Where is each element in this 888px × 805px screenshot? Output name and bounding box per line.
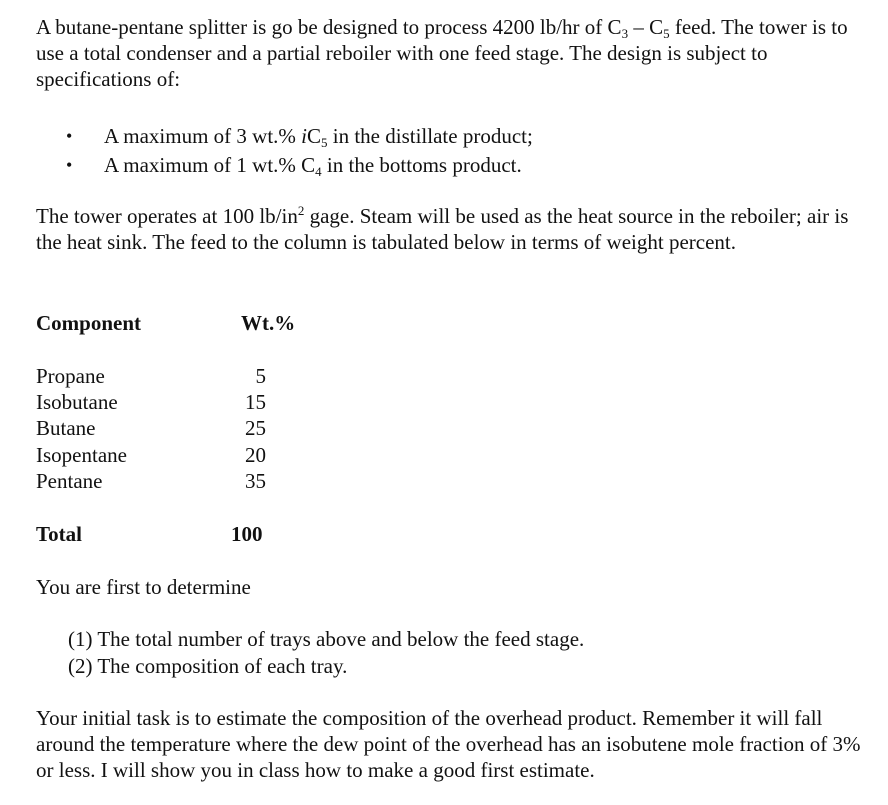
list-item: (1) The total number of trays above and below the feed stage. [68, 627, 585, 651]
table-row [36, 389, 296, 415]
intro-text-2: – C [628, 15, 664, 39]
operation-text-1: The tower operates at 100 lb/in [36, 204, 298, 228]
spec-text: A maximum of 3 wt.% [104, 124, 302, 148]
wt-cell: 20 [245, 442, 266, 467]
table-header-component: Component [36, 311, 142, 335]
intro-subscript-5: 5 [663, 26, 670, 41]
wt-cell: 25 [245, 416, 266, 441]
table-row [36, 363, 296, 389]
intro-text-1: A butane-pentane splitter is go be designed to process 4200 lb/hr of C [36, 15, 622, 39]
wt-cell: 15 [245, 390, 266, 415]
table-header-wt: Wt.% [241, 311, 296, 335]
component-cell: Isopentane [36, 442, 127, 467]
intro-paragraph [36, 14, 866, 92]
intro-subscript-3: 3 [621, 26, 629, 41]
determine-text: You are first to determine [36, 575, 251, 599]
total-value: 100 [231, 522, 263, 546]
feed-table-body [36, 363, 296, 494]
wt-cell: 5 [255, 364, 266, 388]
component-cell: Propane [36, 364, 105, 388]
specification-item [36, 122, 533, 151]
task-list [68, 626, 584, 680]
specification-list [36, 122, 533, 180]
operation-text-2: gage. Steam will be used as the heat source in the reboiler; air is the heat sink. The feed to the column is tabulated below in terms of weight percent. [36, 204, 849, 254]
component-cell: Isobutane [36, 390, 118, 415]
bullet-icon: • [66, 126, 73, 146]
list-item: (2) The composition of each tray. [68, 654, 348, 678]
component-cell: Butane [36, 416, 96, 441]
spec-subscript: 5 [321, 135, 328, 150]
table-row [36, 442, 296, 468]
component-cell: Pentane [36, 468, 103, 493]
closing-paragraph: Your initial task is to estimate the composition of the overhead product. Remember it will fall around the temperature where the dew point of the overhead has an isobutene mole fraction of 3% or less. I will show you in class how to make a good first estimate. [36, 706, 861, 782]
wt-cell: 35 [245, 468, 266, 493]
operation-paragraph [36, 203, 866, 255]
total-label: Total [36, 522, 82, 546]
spec-chem: C [307, 124, 322, 148]
spec-text: A maximum of 1 wt.% [104, 153, 302, 177]
spec-italic: i [301, 124, 307, 148]
table-row [36, 468, 296, 494]
spec-text-end: in the bottoms product. [321, 153, 522, 177]
operation-superscript: 2 [297, 203, 305, 218]
spec-text-end: in the distillate product; [327, 124, 533, 148]
table-row [36, 415, 296, 441]
bullet-icon: • [66, 155, 73, 175]
spec-subscript: 4 [315, 164, 322, 179]
intro-text-3: feed. The tower is to use a total condenser and a partial reboiler with one feed stage. The design is subject to specifications of: [36, 15, 848, 91]
specification-item [36, 151, 533, 180]
spec-chem: C [301, 153, 316, 177]
